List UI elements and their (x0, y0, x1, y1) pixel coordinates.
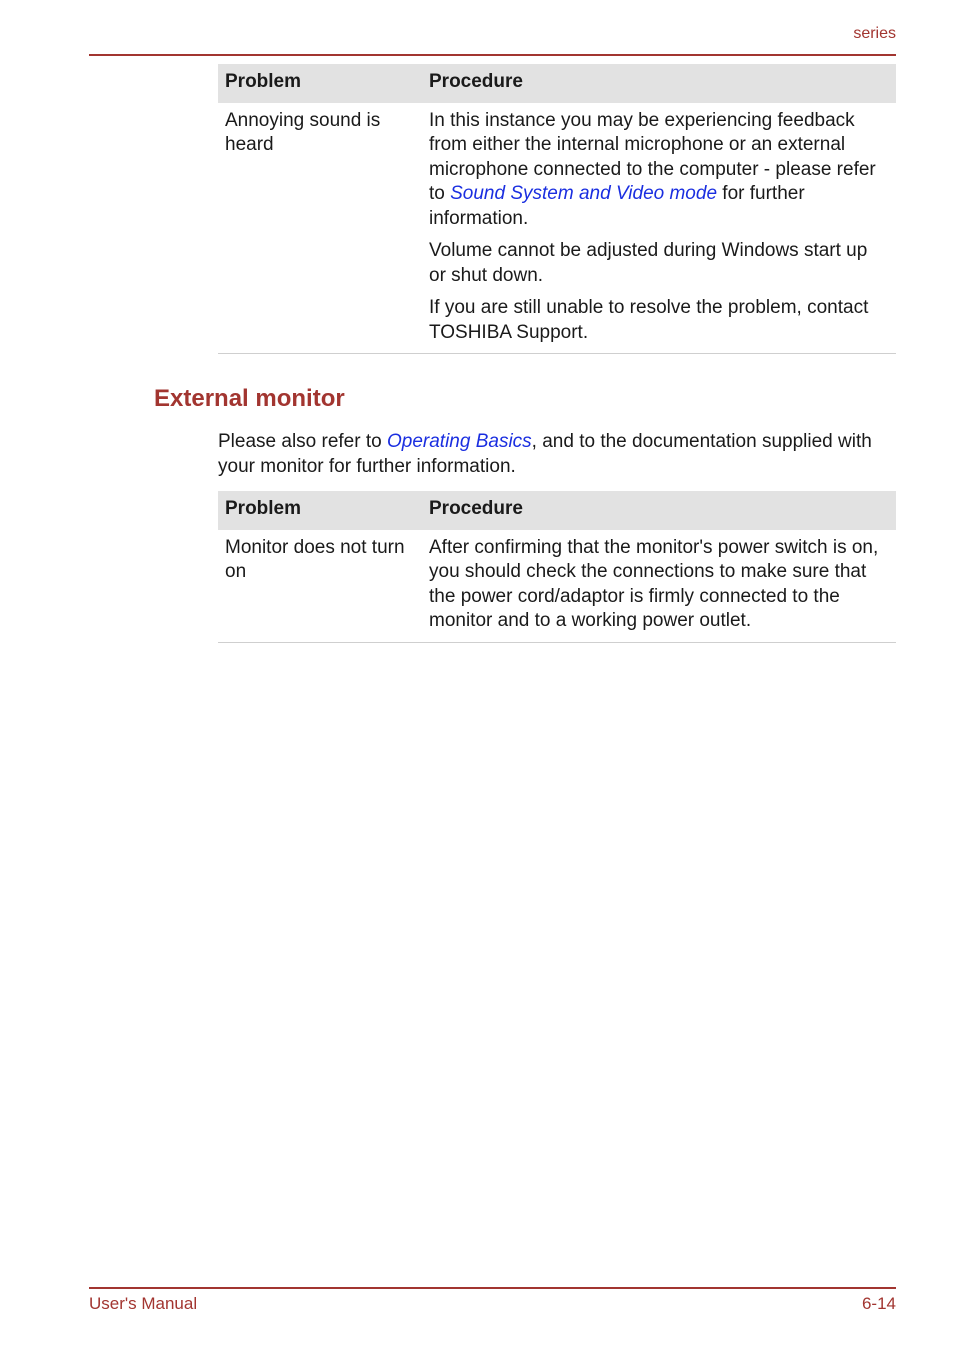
intro-text: , and to the documentation supplied with your monitor for further information. (218, 431, 872, 477)
intro-text: Please also refer to (218, 431, 387, 452)
procedure-text: In this instance you may be experiencing feedback from either the internal microphone or an external microphone connected to the computer - please refer to (429, 109, 876, 204)
column-header-procedure: Procedure (422, 64, 896, 103)
procedure-text: for further information. (429, 183, 805, 229)
table-header-row (218, 64, 896, 103)
column-header-problem: Problem (218, 64, 422, 103)
operating-basics-link[interactable]: Operating Basics (386, 431, 532, 452)
column-header-problem: Problem (218, 491, 422, 530)
procedure-paragraph (429, 109, 889, 232)
column-header-procedure: Procedure (422, 491, 896, 530)
procedure-cell: After confirming that the monitor's power switch is on, you should check the connections to make sure that the power cord/adaptor is firmly connected to the monitor and to a working power outlet. (422, 530, 896, 643)
problem-cell: Monitor does not turn on (218, 530, 422, 643)
procedure-paragraph: Volume cannot be adjusted during Windows start up or shut down. (429, 240, 868, 286)
table-row (218, 530, 896, 643)
running-header: series (853, 25, 896, 42)
footer-rule (89, 1287, 896, 1289)
table-header-row (218, 491, 896, 530)
table-row (218, 103, 896, 354)
section-intro (218, 430, 898, 479)
footer-manual-title: User's Manual (89, 1294, 198, 1313)
procedure-paragraph: If you are still unable to resolve the problem, contact TOSHIBA Support. (429, 297, 869, 343)
sound-system-link[interactable]: Sound System and Video mode (450, 183, 718, 204)
problem-cell: Annoying sound is heard (218, 103, 422, 354)
page-number: 6-14 (861, 1294, 896, 1313)
procedure-cell (422, 103, 896, 354)
header-rule (89, 54, 896, 56)
troubleshooting-table-sound (218, 64, 896, 354)
section-title: External monitor (154, 385, 345, 412)
troubleshooting-table-monitor (218, 491, 896, 643)
